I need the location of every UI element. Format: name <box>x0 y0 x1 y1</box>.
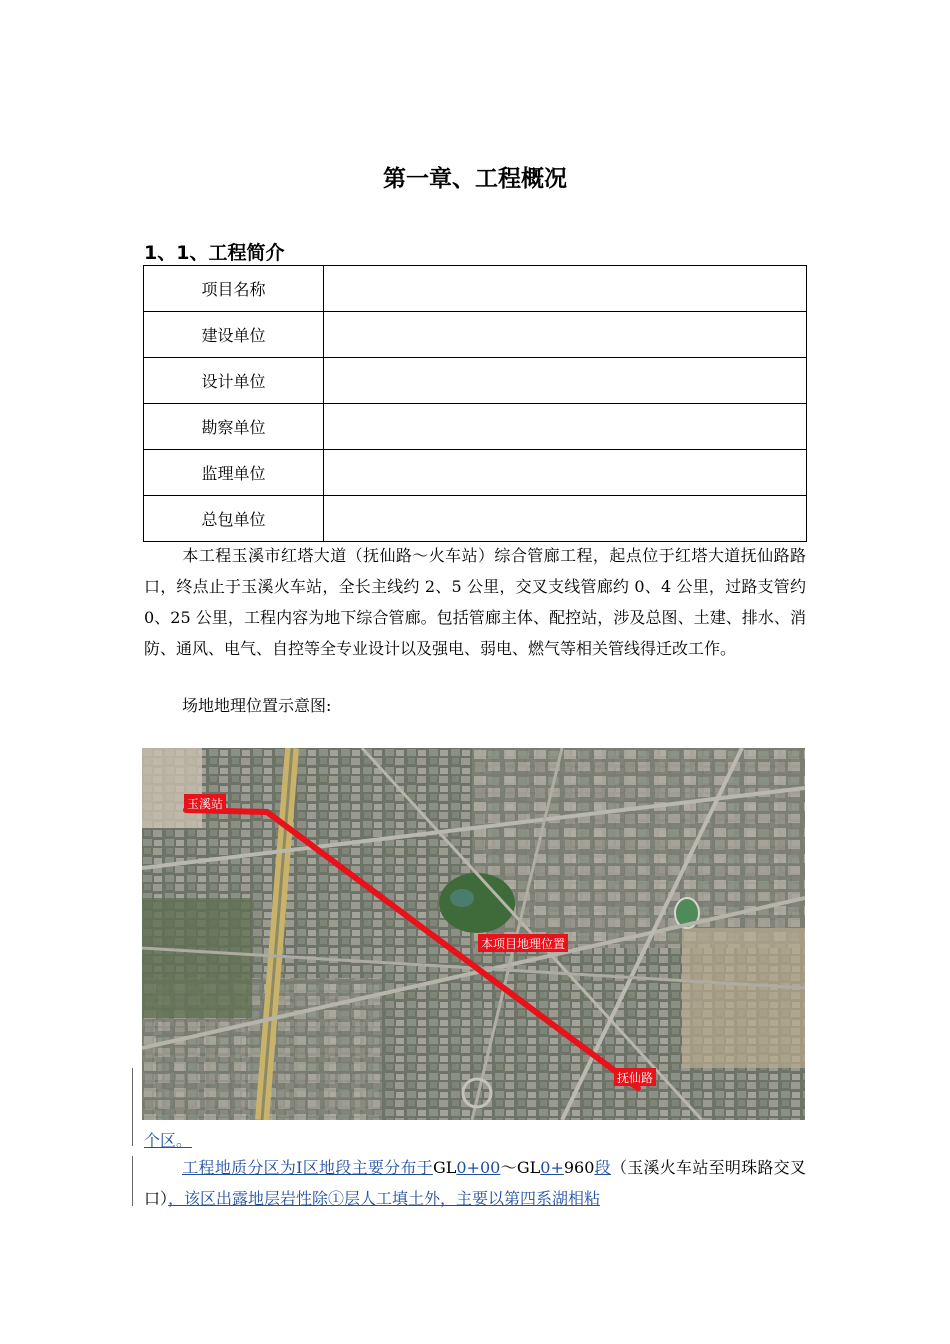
row-label: 设计单位 <box>144 358 324 404</box>
tracked-text[interactable]: 段 <box>594 1158 611 1177</box>
row-value <box>324 312 807 358</box>
row-label: 总包单位 <box>144 496 324 542</box>
table-row <box>144 312 807 358</box>
revision-bar <box>132 1156 133 1206</box>
row-label: 勘察单位 <box>144 404 324 450</box>
table-row <box>144 358 807 404</box>
table-row <box>144 496 807 542</box>
geology-paragraph <box>144 1152 806 1214</box>
section-title: 1、1、工程简介 <box>144 242 285 264</box>
map-label-center: 本项目地理位置 <box>481 937 566 951</box>
tracked-text[interactable]: 个区。 <box>144 1131 193 1150</box>
row-value <box>324 404 807 450</box>
row-label: 建设单位 <box>144 312 324 358</box>
intro-paragraph <box>144 540 806 664</box>
project-info-table <box>143 265 807 542</box>
tracked-text[interactable]: 工程地质分区为Ⅰ区地段主要分布于 <box>182 1158 433 1177</box>
tracked-text[interactable]: 0+ <box>540 1158 564 1177</box>
row-value <box>324 496 807 542</box>
table-row <box>144 404 807 450</box>
row-value <box>324 358 807 404</box>
table-row <box>144 266 807 312</box>
row-value <box>324 266 807 312</box>
map-caption-paragraph <box>144 690 806 721</box>
satellite-map-image <box>142 748 805 1120</box>
revision-bar <box>132 1068 133 1146</box>
plain-text: GL <box>432 1158 457 1177</box>
site-location-map <box>142 748 805 1120</box>
plain-text: 960 <box>563 1158 595 1177</box>
map-label-start: 玉溪站 <box>187 797 224 811</box>
chapter-title: 第一章、工程概况 <box>383 166 567 192</box>
map-caption: 场地地理位置示意图: <box>182 696 332 715</box>
table-row <box>144 450 807 496</box>
row-label: 监理单位 <box>144 450 324 496</box>
plain-text: ～GL <box>500 1158 541 1177</box>
row-value <box>324 450 807 496</box>
tracked-text[interactable]: ，该区出露地层岩性除①层人工填土外，主要以第四系湖相粘 <box>168 1189 601 1208</box>
row-label: 项目名称 <box>144 266 324 312</box>
plain-text: （玉溪火车站至明珠路交叉口） <box>144 1158 806 1208</box>
intro-text: 本工程玉溪市红塔大道（抚仙路～火车站）综合管廊工程，起点位于红塔大道抚仙路路口，终点止于玉溪火车站，全长主线约 2、5 公里，交叉支线管廊约 0、4 公里，过路支管约 0、25 公里，工程内容为地下综合管廊。包括管廊主体、配控站，涉及总图、土建、排水、消防、通风、电气、自控等全专业设计以及强电、弱电、燃气等相关管线得迁改工作。 <box>144 546 806 658</box>
tracked-text[interactable]: 0+00 <box>456 1158 501 1177</box>
map-label-end: 抚仙路 <box>617 1071 654 1085</box>
